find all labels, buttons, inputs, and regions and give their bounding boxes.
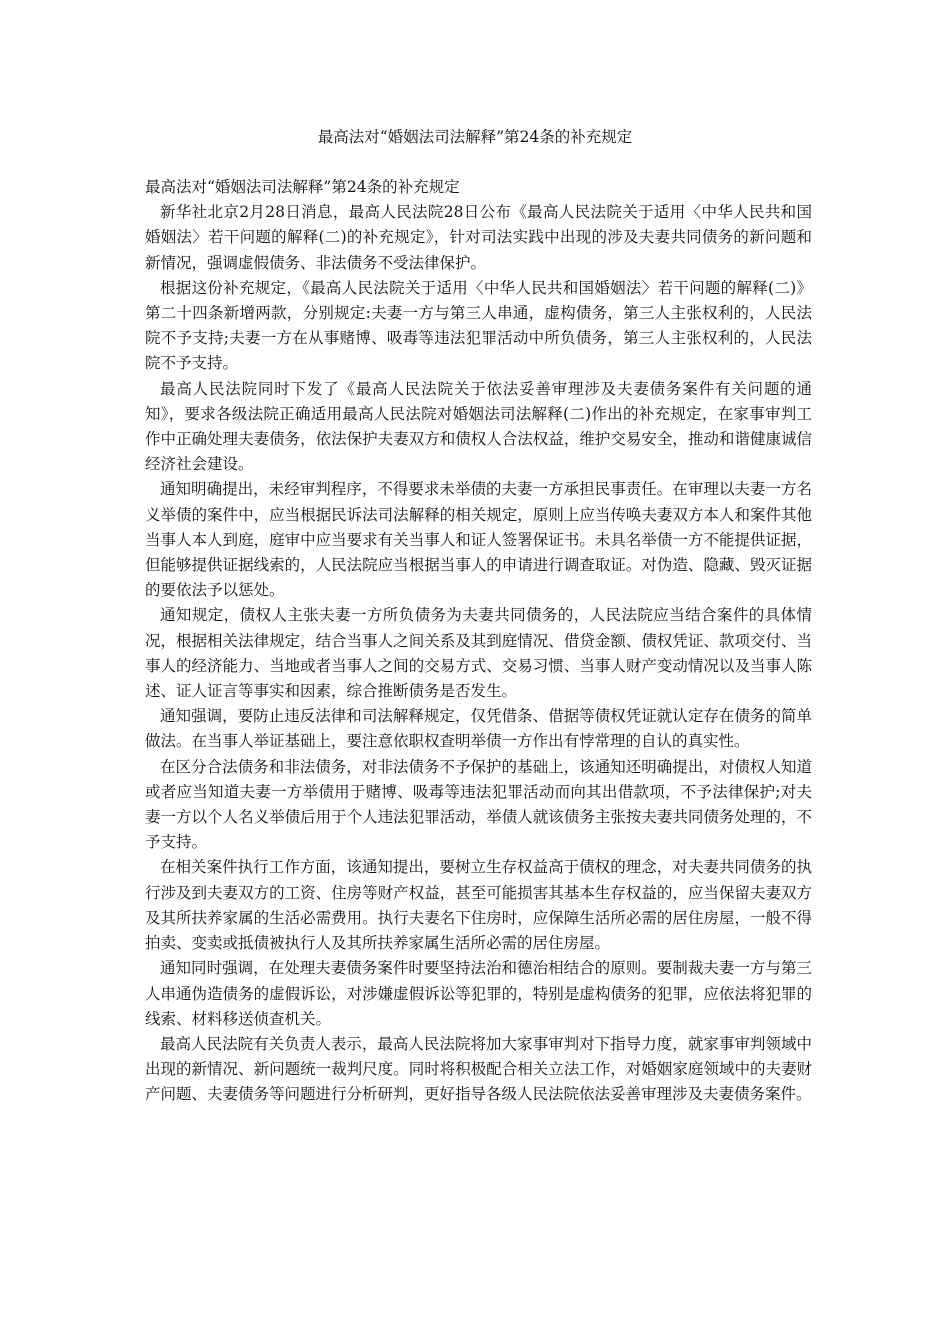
- document-subtitle: 最高法对“婚姻法司法解释”第24条的补充规定: [145, 178, 460, 196]
- paragraph-7: 在区分合法债务和非法债务，对非法债务不予保护的基础上，该通知还明确提出，对债权人知道或者应当知道夫妻一方举债用于赌博、吸毒等违法犯罪活动而向其出借款项，不予法律保护;对夫妻一方以个人名义举债后用于个人违法犯罪活动，举债人就该债务主张按夫妻共同债务处理的，不予支持。: [145, 757, 812, 852]
- document-body: [145, 175, 812, 1108]
- paragraph-4: 通知明确提出，未经审判程序，不得要求未举债的夫妻一方承担民事责任。在审理以夫妻一方名义举债的案件中，应当根据民诉法司法解释的相关规定，原则上应当传唤夫妻双方本人和案件其他当事人本人到庭，庭审中应当要求有关当事人和证人签署保证书。未具名举债一方不能提供证据，但能够提供证据线索的，人民法院应当根据当事人的申请进行调查取证。对伪造、隐藏、毁灭证据的要依法予以惩处。: [145, 480, 812, 600]
- document-title: 最高法对“婚姻法司法解释”第24条的补充规定: [317, 128, 633, 146]
- paragraph-10: 最高人民法院有关负责人表示，最高人民法院将加大家事审判对下指导力度，就家事审判领域中出现的新情况、新问题统一裁判尺度。同时将积极配合相关立法工作，对婚姻家庭领域中的夫妻财产问题、夫妻债务等问题进行分析研判，更好指导各级人民法院依法妥善审理涉及夫妻债务案件。: [145, 1034, 812, 1104]
- paragraph-3: 最高人民法院同时下发了《最高人民法院关于依法妥善审理涉及夫妻债务案件有关问题的通知》，要求各级法院正确适用最高人民法院对婚姻法司法解释(二)作出的补充规定，在家事审判工作中正确处理夫妻债务，依法保护夫妻双方和债权人合法权益，维护交易安全，推动和谐健康诚信经济社会建设。: [145, 379, 812, 474]
- paragraph-5: 通知规定，债权人主张夫妻一方所负债务为夫妻共同债务的，人民法院应当结合案件的具体情况，根据相关法律规定，结合当事人之间关系及其到庭情况、借贷金额、债权凭证、款项交付、当事人的经济能力、当地或者当事人之间的交易方式、交易习惯、当事人财产变动情况以及当事人陈述、证人证言等事实和因素，综合推断债务是否发生。: [145, 606, 812, 701]
- paragraph-9: 通知同时强调，在处理夫妻债务案件时要坚持法治和德治相结合的原则。要制裁夫妻一方与第三人串通伪造债务的虚假诉讼，对涉嫌虚假诉讼等犯罪的，特别是虚构债务的犯罪，应依法将犯罪的线索、材料移送侦查机关。: [145, 959, 812, 1028]
- paragraph-2: 根据这份补充规定，《最高人民法院关于适用〈中华人民共和国婚姻法〉若干问题的解释(二)》第二十四条新增两款，分别规定:夫妻一方与第三人串通，虚构债务，第三人主张权利的，人民法院不予支持;夫妻一方在从事赌博、吸毒等违法犯罪活动中所负债务，第三人主张权利的，人民法院不予支持。: [145, 278, 812, 373]
- paragraph-1: 新华社北京2月28日消息，最高人民法院28日公布《最高人民法院关于适用〈中华人民共和国婚姻法〉若干问题的解释(二)的补充规定》，针对司法实践中出现的涉及夫妻共同债务的新问题和新情况，强调虚假债务、非法债务不受法律保护。: [145, 203, 812, 272]
- paragraph-8: 在相关案件执行工作方面，该通知提出，要树立生存权益高于债权的理念，对夫妻共同债务的执行涉及到夫妻双方的工资、住房等财产权益，甚至可能损害其基本生存权益的，应当保留夫妻双方及其所扶养家属的生活必需费用。执行夫妻名下住房时，应保障生活所必需的居住房屋，一般不得拍卖、变卖或抵债被执行人及其所扶养家属生活所必需的居住房屋。: [145, 858, 812, 953]
- paragraph-6: 通知强调，要防止违反法律和司法解释规定，仅凭借条、借据等债权凭证就认定存在债务的简单做法。在当事人举证基础上，要注意依职权查明举债一方作出有悖常理的自认的真实性。: [145, 707, 812, 751]
